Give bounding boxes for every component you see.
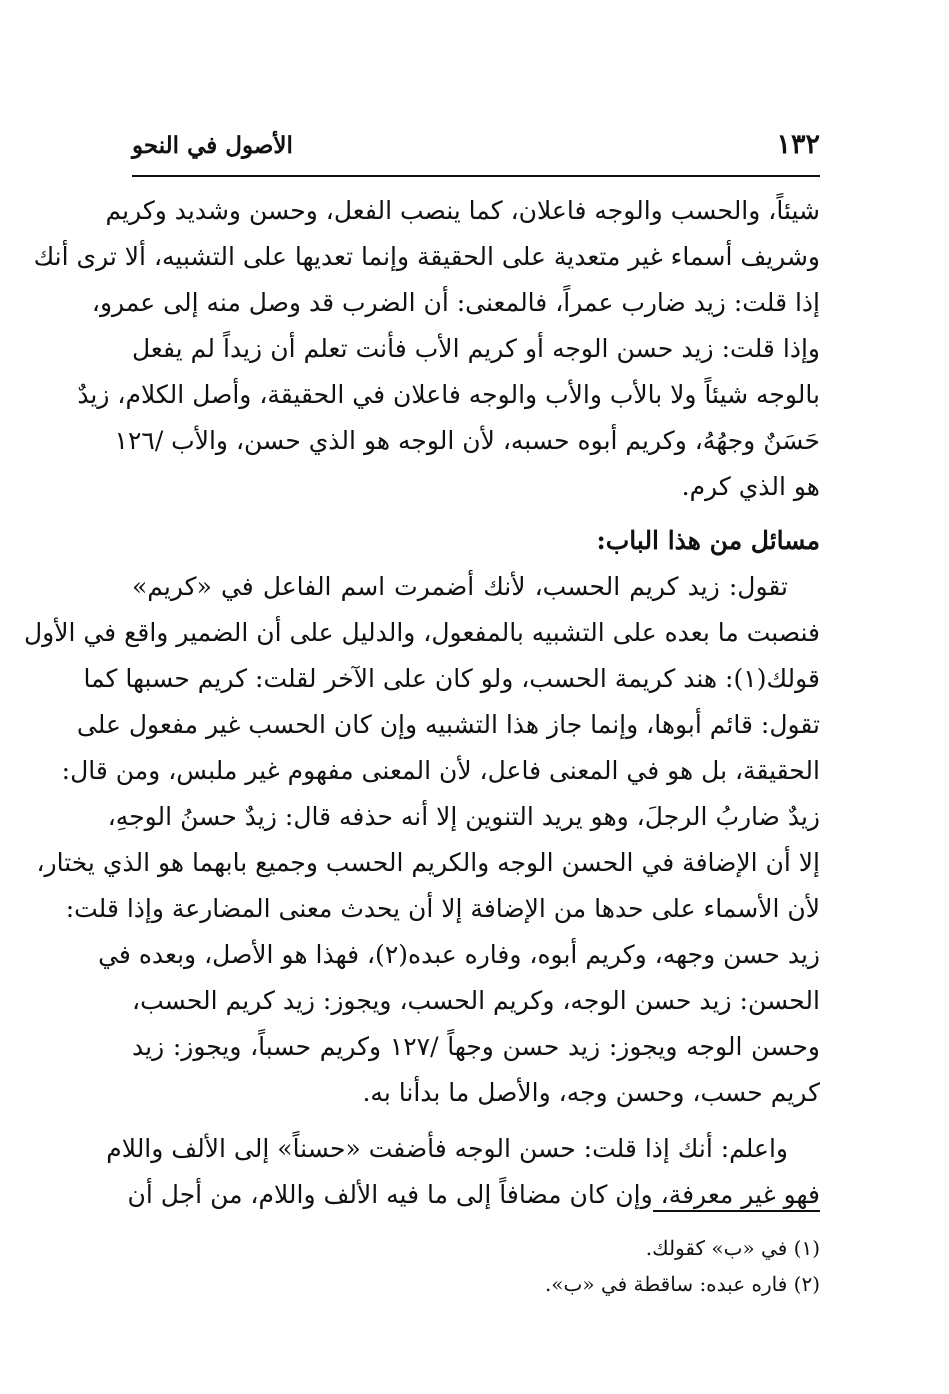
text-line: واعلم: أنك إذا قلت: حسن الوجه فأضفت «حسناً» إلى الألف واللام bbox=[106, 1134, 788, 1163]
footnote-2: (٢) فاره عبده: ساقطة في «ب». bbox=[544, 1272, 820, 1296]
page-number: ١٣٢ bbox=[776, 129, 820, 160]
header-divider bbox=[132, 175, 820, 177]
text-line: فنصبت ما بعده على التشبيه بالمفعول، والدليل على أن الضمير واقع في الأول bbox=[23, 618, 820, 647]
spacer bbox=[132, 1116, 820, 1126]
running-title: الأصول في النحو bbox=[132, 132, 293, 159]
text-line: فهو غير معرفة، وإن كان مضافاً إلى ما فيه الألف واللام، من أجل أن bbox=[127, 1180, 820, 1209]
text-line: إذا قلت: زيد ضارب عمراً، فالمعنى: أن الضرب قد وصل منه إلى عمرو، bbox=[91, 288, 820, 317]
text-line: قولك(١): هند كريمة الحسب، ولو كان على الآخر لقلت: كريم حسبها كما bbox=[83, 664, 820, 693]
text-line: تقول: زيد كريم الحسب، لأنك أضمرت اسم الفاعل في «كريم» bbox=[132, 572, 788, 601]
text-line: وشريف أسماء غير متعدية على الحقيقة وإنما تعديها على التشبيه، ألا ترى أنك bbox=[33, 242, 820, 271]
paragraph-2 bbox=[23, 564, 820, 1116]
page-body bbox=[23, 188, 820, 1218]
text-line: وإذا قلت: زيد حسن الوجه أو كريم الأب فأنت تعلم أن زيداً لم يفعل bbox=[132, 334, 820, 363]
text-line: حَسَنٌ وجهُهُ، وكريم أبوه حسبه، لأن الوجه هو الذي حسن، والأب /١٢٦ bbox=[114, 426, 820, 455]
paragraph-3 bbox=[106, 1126, 820, 1218]
footnote-1: (١) في «ب» كقولك. bbox=[645, 1236, 820, 1260]
text-line: بالوجه شيئاً ولا بالأب والأب والوجه فاعلان في الحقيقة، وأصل الكلام، زيدٌ bbox=[77, 380, 820, 409]
text-line: إلا أن الإضافة في الحسن الوجه والكريم الحسب وجميع بابهما هو الذي يختار، bbox=[36, 848, 820, 877]
text-line: شيئاً، والحسب والوجه فاعلان، كما ينصب الفعل، وحسن وشديد وكريم bbox=[105, 196, 820, 225]
page-header bbox=[132, 128, 820, 168]
paragraph-1 bbox=[33, 188, 820, 510]
spacer bbox=[132, 510, 820, 518]
footnotes bbox=[400, 1230, 820, 1302]
text-line: تقول: قائم أبوها، وإنما جاز هذا التشبيه وإن كان الحسب غير مفعول على bbox=[76, 710, 820, 739]
text-line: هو الذي كرم. bbox=[681, 472, 820, 501]
text-line: وحسن الوجه ويجوز: زيد حسن وجهاً /١٢٧ وكريم حسباً، ويجوز: زيد bbox=[132, 1032, 820, 1061]
text-line: الحقيقة، بل هو في المعنى فاعل، لأن المعنى مفهوم غير ملبس، ومن قال: bbox=[61, 756, 820, 785]
text-line: الحسن: زيد حسن الوجه، وكريم الحسب، ويجوز: زيد كريم الحسب، bbox=[132, 986, 820, 1015]
text-line: زيد حسن وجهه، وكريم أبوه، وفاره عبده(٢)، فهذا هو الأصل، وبعده في bbox=[98, 940, 820, 969]
footnote-divider bbox=[653, 1210, 820, 1212]
text-line: لأن الأسماء على حدها من الإضافة إلا أن يحدث معنى المضارعة وإذا قلت: bbox=[65, 894, 820, 923]
text-line: زيدٌ ضاربُ الرجلَ، وهو يريد التنوين إلا أنه حذفه قال: زيدٌ حسنُ الوجهِ، bbox=[107, 802, 820, 831]
section-heading: مسائل من هذا الباب: bbox=[596, 526, 820, 555]
text-line: كريم حسب، وحسن وجه، والأصل ما بدأنا به. bbox=[362, 1078, 820, 1107]
